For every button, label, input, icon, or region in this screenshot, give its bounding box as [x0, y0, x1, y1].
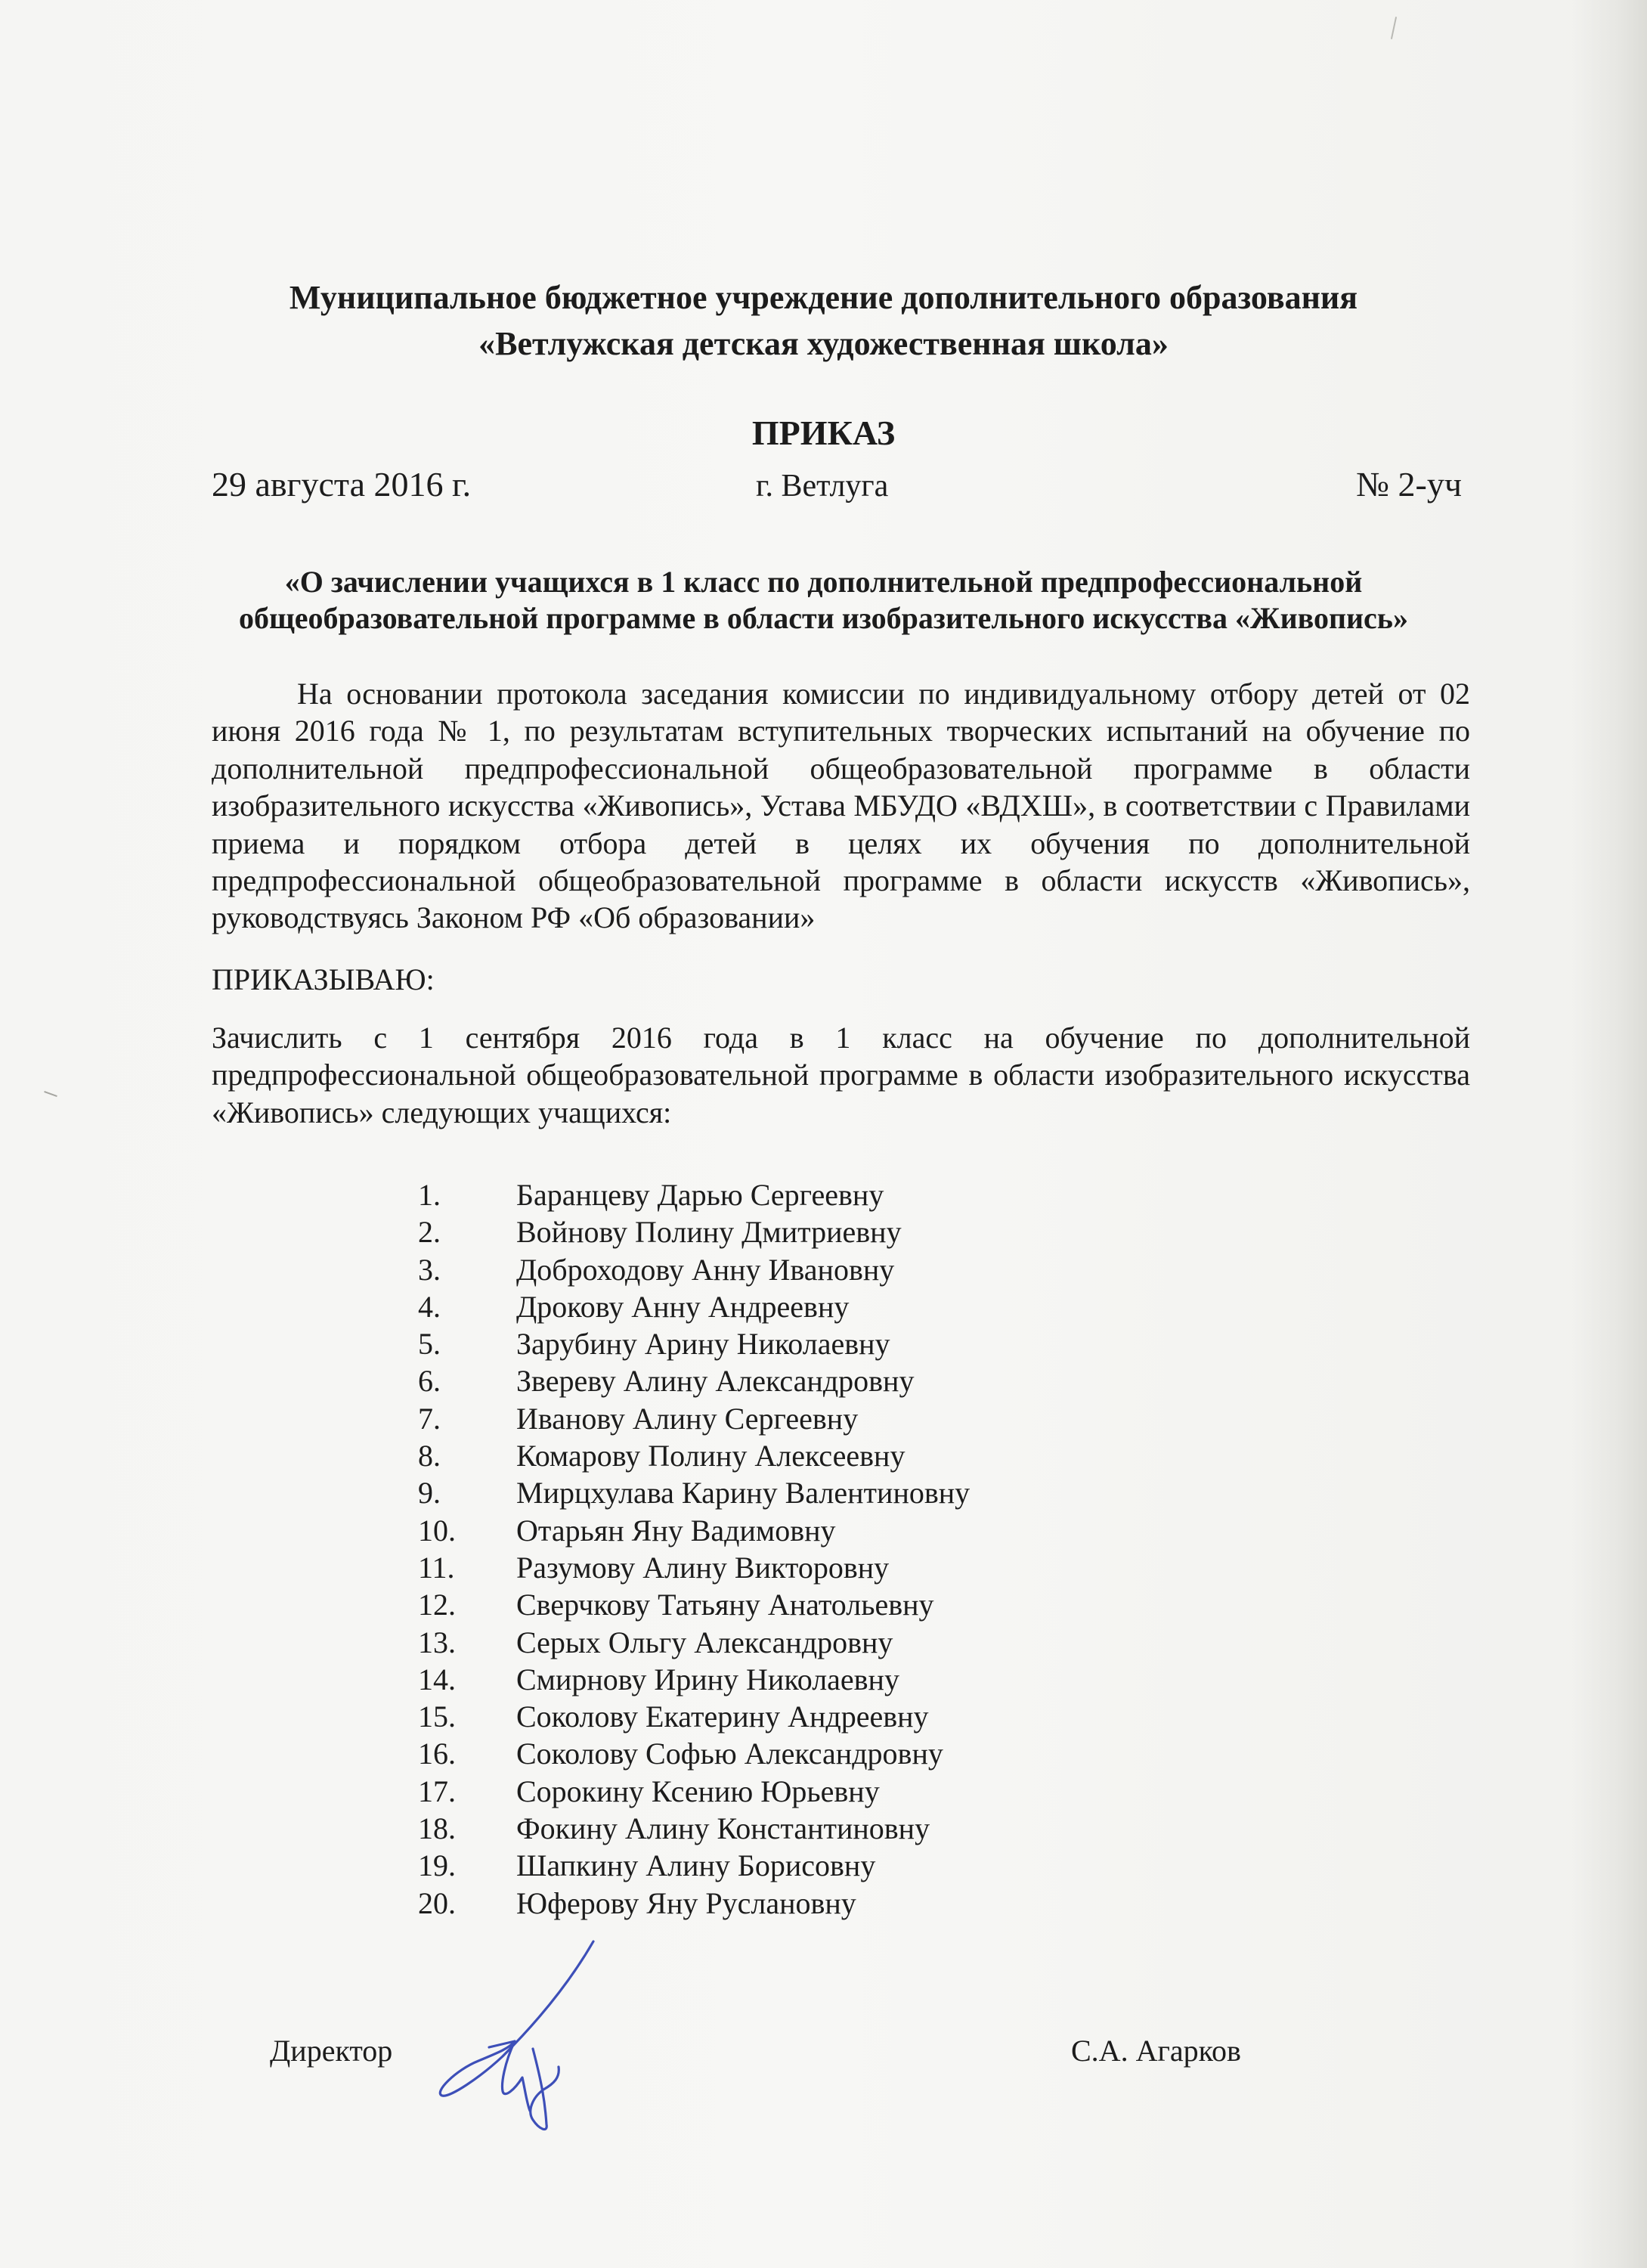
list-item	[418, 1698, 970, 1735]
signature-stroke	[440, 1941, 593, 2130]
order-date: 29 августа 2016 г.	[212, 465, 472, 503]
student-name: Мирцхулава Карину Валентиновну	[516, 1476, 971, 1510]
student-name: Отарьян Яну Вадимовну	[516, 1513, 836, 1548]
student-name: Дрокову Анну Андреевну	[516, 1289, 850, 1324]
student-number: 9.	[418, 1476, 441, 1510]
order-word: ПРИКАЗЫВАЮ:	[212, 962, 435, 996]
scan-mark	[1391, 17, 1397, 39]
student-number: 16.	[418, 1737, 456, 1771]
student-number: 15.	[418, 1699, 456, 1734]
student-number: 1.	[418, 1178, 441, 1212]
list-item	[418, 1512, 970, 1549]
list-item	[418, 1624, 970, 1661]
student-number: 13.	[418, 1625, 456, 1659]
list-item	[418, 1325, 970, 1362]
student-number: 4.	[418, 1289, 441, 1324]
signatory-title: Директор	[270, 2034, 393, 2068]
student-name: Баранцеву Дарью Сергеевну	[516, 1178, 884, 1212]
enrollment-paragraph: Зачислить с 1 сентября 2016 года в 1 класс на обучение по дополнительной предпрофессиональной общеобразовательной программе в области изобразительного искусства «Живопись» следующих учащихся:	[212, 1021, 1470, 1129]
list-item	[418, 1400, 970, 1437]
student-number: 20.	[418, 1885, 456, 1920]
basis-paragraph: На основании протокола заседания комиссии по индивидуальному отбору детей от 02 июня 2016 года № 1, по результатам вступительных творческих испытаний на обучение по дополнительной предпрофессиональной общеобразовательной программе в области изобразительного искусства «Живопись», Устава МБУДО «ВДХШ», в соответствии с Правилами приема и порядком отбора детей в целях их обучения по дополнительной предпрофессиональной общеобразовательной программе в области искусств «Живопись», руководствуясь Законом РФ «Об образовании»	[212, 677, 1470, 935]
scan-mark-left	[44, 1091, 57, 1097]
student-name: Юферову Яну Руслановну	[516, 1885, 856, 1920]
student-name: Зарубину Арину Николаевну	[516, 1327, 890, 1362]
student-number: 3.	[418, 1252, 441, 1287]
student-name: Соколову Софью Александровну	[516, 1737, 943, 1771]
list-item	[418, 1474, 970, 1511]
student-name: Смирнову Ирину Николаевну	[516, 1662, 899, 1696]
list-item	[418, 1586, 970, 1623]
student-name: Серых Ольгу Александровну	[516, 1625, 893, 1659]
student-number: 8.	[418, 1439, 441, 1473]
student-list	[418, 1176, 970, 1922]
list-item	[418, 1773, 970, 1810]
student-name: Комарову Полину Алексеевну	[516, 1439, 906, 1473]
student-number: 14.	[418, 1662, 456, 1696]
student-number: 11.	[418, 1550, 455, 1585]
student-number: 12.	[418, 1588, 456, 1622]
order-subject-line-1: «О зачислении учащихся в 1 класс по дополнительной предпрофессиональной	[284, 565, 1363, 599]
list-item	[418, 1661, 970, 1698]
student-number: 10.	[418, 1513, 456, 1548]
document-type-heading: ПРИКАЗ	[751, 414, 896, 452]
order-subject-line-2: общеобразовательной программе в области изобразительного искусства «Живопись»	[239, 601, 1408, 635]
list-item	[418, 1549, 970, 1586]
institution-name: Муниципальное бюджетное учреждение дополнительного образования	[289, 279, 1358, 316]
student-name: Сверчкову Татьяну Анатольевну	[516, 1588, 934, 1622]
student-name: Разумову Алину Викторовну	[516, 1550, 890, 1585]
student-number: 6.	[418, 1364, 441, 1399]
list-item	[418, 1885, 970, 1922]
list-item	[418, 1213, 970, 1250]
student-name: Доброходову Анну Ивановну	[516, 1252, 895, 1287]
student-name: Фокину Алину Константиновну	[516, 1811, 930, 1846]
student-number: 2.	[418, 1215, 441, 1250]
student-name: Шапкину Алину Борисовну	[516, 1848, 876, 1883]
order-city: г. Ветлуга	[756, 469, 889, 503]
student-number: 5.	[418, 1327, 441, 1362]
school-name: «Ветлужская детская художественная школа»	[478, 325, 1169, 362]
list-item	[418, 1362, 970, 1399]
list-item	[418, 1847, 970, 1884]
student-name: Соколову Екатерину Андреевну	[516, 1699, 929, 1734]
student-name: Сорокину Ксению Юрьевну	[516, 1774, 880, 1808]
student-number: 19.	[418, 1848, 456, 1883]
list-item	[418, 1735, 970, 1772]
signatory-name: С.А. Агарков	[1071, 2034, 1241, 2068]
order-number: № 2-уч	[1356, 465, 1462, 503]
list-item	[418, 1251, 970, 1288]
student-number: 7.	[418, 1401, 441, 1436]
student-name: Войнову Полину Дмитриевну	[516, 1215, 902, 1250]
student-number: 18.	[418, 1811, 456, 1846]
list-item	[418, 1288, 970, 1325]
list-item	[418, 1810, 970, 1847]
student-name: Звереву Алину Александровну	[516, 1364, 915, 1399]
handwritten-signature	[419, 1935, 616, 2132]
list-item	[418, 1437, 970, 1474]
student-name: Иванову Алину Сергеевну	[516, 1401, 859, 1436]
student-number: 17.	[418, 1774, 456, 1808]
list-item	[418, 1176, 970, 1213]
